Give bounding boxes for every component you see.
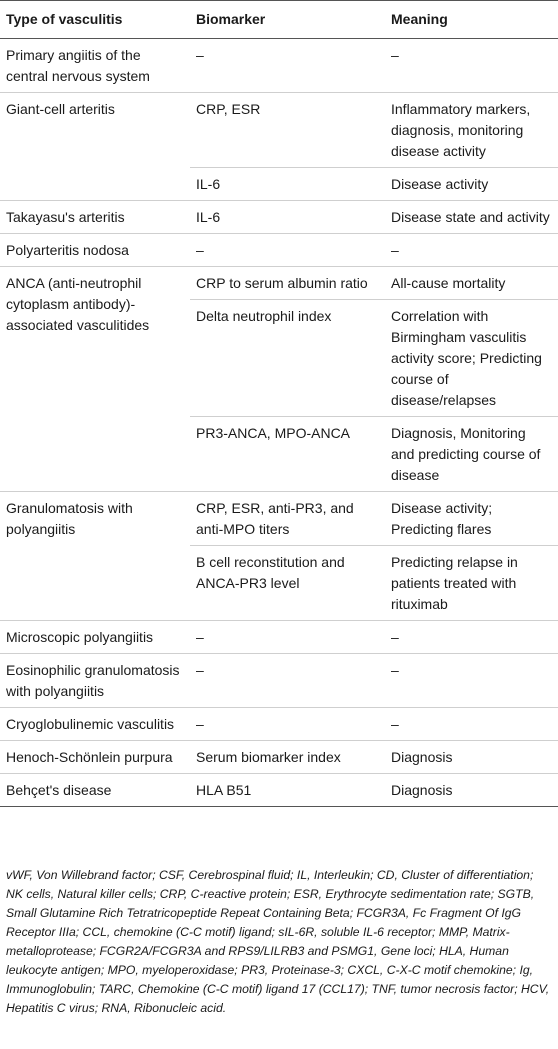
table-row <box>0 654 558 708</box>
cell-type: Giant-cell arteritis <box>0 93 190 201</box>
header-type-of-vasculitis: Type of vasculitis <box>6 11 123 27</box>
header-meaning: Meaning <box>391 11 448 27</box>
cell-meaning: Disease state and activity <box>385 201 558 234</box>
cell-biomarker: HLA B51 <box>190 774 385 807</box>
cell-type: Microscopic polyangiitis <box>0 621 190 654</box>
table-row <box>0 39 558 93</box>
table-row <box>0 234 558 267</box>
cell-biomarker: – <box>190 39 385 93</box>
cell-meaning: Inflammatory markers, diagnosis, monitoring disease activity <box>385 93 558 168</box>
cell-meaning: – <box>385 708 558 741</box>
cell-biomarker: B cell reconstitution and ANCA-PR3 level <box>190 546 385 621</box>
cell-type: Takayasu's arteritis <box>0 201 190 234</box>
cell-biomarker: Delta neutrophil index <box>190 300 385 417</box>
cell-meaning: Predicting relapse in patients treated with rituximab <box>385 546 558 621</box>
cell-meaning: Diagnosis <box>385 774 558 807</box>
table-body <box>0 39 558 807</box>
cell-biomarker: CRP to serum albumin ratio <box>190 267 385 300</box>
header-row <box>0 1 558 39</box>
cell-biomarker: – <box>190 621 385 654</box>
table-row <box>0 267 558 300</box>
cell-biomarker: CRP, ESR, anti-PR3, and anti-MPO titers <box>190 492 385 546</box>
cell-biomarker: IL-6 <box>190 201 385 234</box>
cell-meaning: – <box>385 234 558 267</box>
cell-type: Henoch-Schönlein purpura <box>0 741 190 774</box>
cell-meaning: All-cause mortality <box>385 267 558 300</box>
table-row <box>0 774 558 807</box>
cell-meaning: Diagnosis <box>385 741 558 774</box>
cell-biomarker: CRP, ESR <box>190 93 385 168</box>
cell-meaning: – <box>385 39 558 93</box>
cell-meaning: Diagnosis, Monitoring and predicting course of disease <box>385 417 558 492</box>
table-row <box>0 741 558 774</box>
table-row <box>0 201 558 234</box>
cell-meaning: – <box>385 621 558 654</box>
cell-type: Behçet's disease <box>0 774 190 807</box>
table-row <box>0 492 558 546</box>
cell-biomarker: – <box>190 708 385 741</box>
table-footnote: vWF, Von Willebrand factor; CSF, Cerebrospinal fluid; IL, Interleukin; CD, Cluster of differentiation; NK cells, Natural killer cells; CRP, C-reactive protein; ESR, Erythrocyte sedimentation rate; SGTB, Small Glutamine Rich Tetratricopeptide Repeat Containing Beta; FCGR3A, Fc Fragment Of IgG Receptor IIIa; CCL, chemokine (C-C motif) ligand; sIL-6R, soluble IL-6 receptor; MMP, Matrix-metalloprotease; FCGR2A/FCGR3A and RPS9/LILRB3 and PSMG1, Gene loci; HLA, Human leukocyte antigen; MPO, myeloperoxidase; PR3, Proteinase-3; CXCL, C-X-C motif chemokine; Ig, Immunoglobulin; TARC, Chemokine (C-C motif) ligand 17 (CCL17); TNF, tumor necrosis factor; HCV, Hepatitis C virus; RNA, Ribonucleic acid. <box>6 868 550 1015</box>
cell-biomarker: – <box>190 654 385 708</box>
cell-type: Primary angiitis of the central nervous system <box>0 39 190 93</box>
cell-meaning: – <box>385 654 558 708</box>
cell-biomarker: – <box>190 234 385 267</box>
header-biomarker: Biomarker <box>196 11 266 27</box>
cell-biomarker: PR3-ANCA, MPO-ANCA <box>190 417 385 492</box>
table-header <box>0 1 558 39</box>
cell-meaning: Disease activity; Predicting flares <box>385 492 558 546</box>
cell-biomarker: Serum biomarker index <box>190 741 385 774</box>
cell-type: Granulomatosis with polyangiitis <box>0 492 190 621</box>
cell-type: Eosinophilic granulomatosis with polyangiitis <box>0 654 190 708</box>
cell-meaning: Disease activity <box>385 168 558 201</box>
cell-meaning: Correlation with Birmingham vasculitis activity score; Predicting course of disease/relapses <box>385 300 558 417</box>
cell-type: Cryoglobulinemic vasculitis <box>0 708 190 741</box>
cell-type: ANCA (anti-neutrophil cytoplasm antibody)-associated vasculitides <box>0 267 190 492</box>
table-row <box>0 93 558 168</box>
cell-biomarker: IL-6 <box>190 168 385 201</box>
table-row <box>0 621 558 654</box>
cell-type: Polyarteritis nodosa <box>0 234 190 267</box>
table-row <box>0 708 558 741</box>
